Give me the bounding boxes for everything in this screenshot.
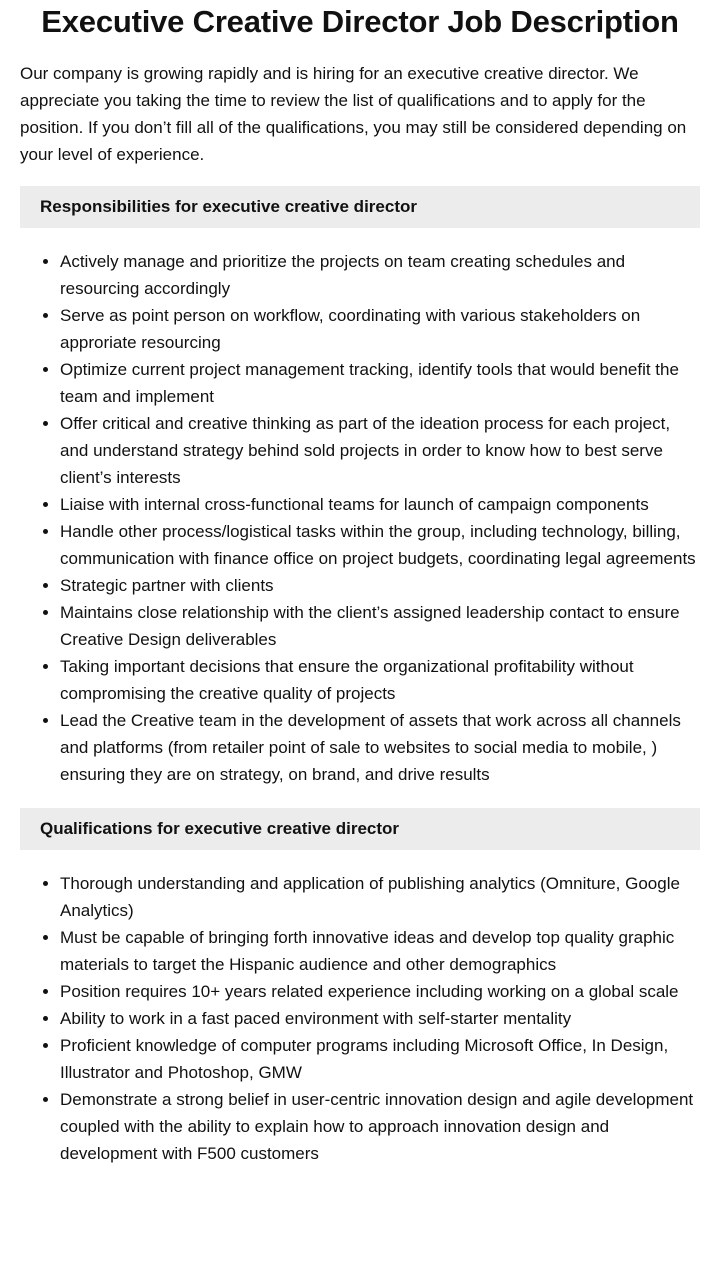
- list-item: • Must be capable of bringing forth innovative ideas and develop top quality graphic materials to target the Hispanic audience and other demographics: [60, 924, 700, 978]
- list-item: • Taking important decisions that ensure the organizational profitability without compromising the creative quality of projects: [60, 653, 700, 707]
- responsibilities-list: [20, 248, 700, 788]
- list-item: • Thorough understanding and application of publishing analytics (Omniture, Google Analytics): [60, 870, 700, 924]
- page-title: Executive Creative Director Job Description: [41, 4, 679, 39]
- qualifications-heading-text: Qualifications for executive creative director: [40, 819, 400, 838]
- list-item: • Offer critical and creative thinking as part of the ideation process for each project, and understand strategy behind sold projects in order to know how to best serve client’s interests: [60, 410, 700, 491]
- list-item: • Handle other process/logistical tasks within the group, including technology, billing, communication with finance office on project budgets, coordinating legal agreements: [60, 518, 700, 572]
- qualifications-heading: [20, 808, 700, 850]
- qualifications-list: [20, 870, 700, 1167]
- list-item: • Demonstrate a strong belief in user-centric innovation design and agile development coupled with the ability to explain how to approach innovation design and development with F500 customers: [60, 1086, 700, 1167]
- list-item: • Optimize current project management tracking, identify tools that would benefit the team and implement: [60, 356, 700, 410]
- intro-paragraph: Our company is growing rapidly and is hiring for an executive creative director. We appreciate you taking the time to review the list of qualifications and to apply for the position. If you don’t fill all of the qualifications, you may still be considered depending on your level of experience.: [20, 64, 687, 164]
- list-item: • Maintains close relationship with the client’s assigned leadership contact to ensure Creative Design deliverables: [60, 599, 700, 653]
- list-item: • Serve as point person on workflow, coordinating with various stakeholders on approriate resourcing: [60, 302, 700, 356]
- responsibilities-heading: [20, 186, 700, 228]
- list-item: • Lead the Creative team in the development of assets that work across all channels and platforms (from retailer point of sale to websites to social media to mobile, ) ensuring they are on strategy, on brand, and drive results: [60, 707, 700, 788]
- list-item: • Strategic partner with clients: [60, 572, 700, 599]
- responsibilities-heading-text: Responsibilities for executive creative director: [40, 197, 417, 216]
- list-item: • Proficient knowledge of computer programs including Microsoft Office, In Design, Illustrator and Photoshop, GMW: [60, 1032, 700, 1086]
- list-item: • Actively manage and prioritize the projects on team creating schedules and resourcing accordingly: [60, 248, 700, 302]
- list-item: • Liaise with internal cross-functional teams for launch of campaign components: [60, 491, 700, 518]
- list-item: • Ability to work in a fast paced environment with self-starter mentality: [60, 1005, 700, 1032]
- list-item: • Position requires 10+ years related experience including working on a global scale: [60, 978, 700, 1005]
